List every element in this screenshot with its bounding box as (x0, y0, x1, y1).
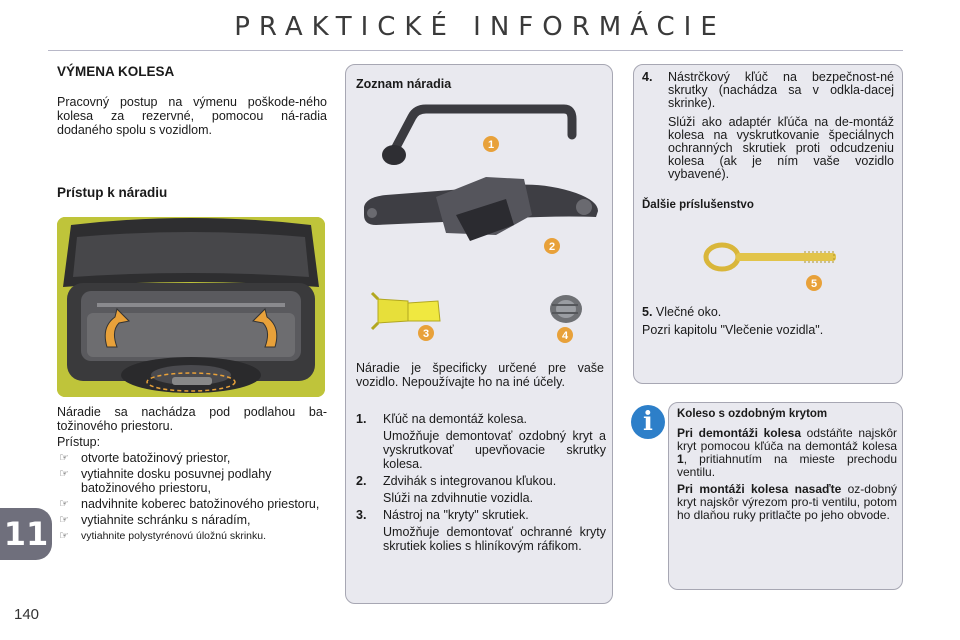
list-item: ☞ nadvihnite koberec batožinového priestoru, (59, 497, 320, 511)
list-item: ☞ vytiahnite polystyrénovú úložnú skrinku. (59, 530, 267, 542)
svg-text:4: 4 (561, 330, 569, 342)
wheel-wrench-icon (382, 109, 572, 165)
trunk-photo (57, 217, 325, 397)
note-body: Pri demontáži kolesa odstáňte najskôr kryt pomocou kľúča na demontáž kolesa 1, pritiahnutím na mieste prechodu ventilu. Pri montáži kolesa nasaďte oz-dobný kryt najskôr výrezom pro-ti ventilu, potom ho dlaňou ruky pritlačte po jeho obvode. (677, 426, 898, 522)
page-header (0, 0, 960, 52)
anti-theft-socket-icon (550, 295, 582, 323)
tool-item-4: 4. Nástrčkový kľúč na bezpečnost-né skrutky (nachádza sa v odkla-dacej skrinke). Slúži ako adaptér kľúča na de-montáž kolesa na vyskrutkovanie špeciálnych ochranných skrutiek proti odcudzeniu kolesa (ak je ním vaše vozidlo vybavené). (642, 70, 894, 181)
list-item: 2. Zdvihák s integrovanou kľukou. Slúži na zdvihnutie vozidla. (356, 474, 557, 505)
note-title: Koleso s ozdobným krytom (677, 408, 828, 420)
list-item: ☞ vytiahnite dosku posuvnej podlahy batožinového priestoru, (59, 467, 272, 495)
hand-pointer-icon: ☞ (59, 468, 69, 480)
callout-5 (806, 275, 822, 291)
towing-reference: Pozri kapitolu "Vlečenie vozidla". (642, 323, 824, 337)
tool-items (356, 409, 606, 553)
svg-text:5: 5 (810, 278, 818, 290)
access-label: Prístup: (57, 435, 101, 449)
chapter-tab (0, 508, 52, 560)
header-rule (48, 50, 903, 51)
page-number: 140 (14, 606, 40, 623)
hand-pointer-icon: ☞ (59, 452, 69, 464)
list-item: 3. Nástroj na "kryty" skrutiek. Umožňuje demontovať ochranné kryty skrutiek kolies s hliníkovým ráfikom. (356, 508, 606, 553)
callout-2 (544, 238, 560, 254)
tool-location-text: Náradie sa nachádza pod podlahou ba-tožinového priestoru. (57, 405, 327, 433)
svg-text:3: 3 (422, 328, 430, 340)
access-steps (57, 451, 327, 543)
bolt-cover-tool-icon (372, 293, 440, 329)
callout-4 (557, 327, 573, 343)
callout-3 (418, 325, 434, 341)
left-column (57, 60, 327, 543)
info-icon: i (631, 405, 665, 439)
jack-icon (364, 177, 598, 241)
svg-text:1: 1 (487, 139, 495, 151)
hand-pointer-icon: ☞ (59, 498, 69, 510)
towing-eye-icon (706, 245, 836, 269)
list-item: ☞ vytiahnite schránku s náradím, (59, 513, 251, 527)
towing-eye-illustration (634, 235, 904, 305)
svg-text:2: 2 (548, 241, 556, 253)
access-title: Prístup k náradiu (57, 185, 168, 200)
trunk-illustration (57, 217, 325, 397)
hand-pointer-icon: ☞ (59, 530, 69, 542)
hand-pointer-icon: ☞ (59, 514, 69, 526)
list-item: ☞ otvorte batožinový priestor, (59, 451, 231, 465)
tool-list-panel (345, 64, 613, 604)
tool-item-5: 5. Vlečné oko. (642, 305, 722, 319)
tool-description: Náradie je špecificky určené pre vaše vozidlo. Nepoužívajte ho na iné účely. (356, 361, 604, 389)
accessories-panel (633, 64, 903, 384)
section-title: VÝMENA KOLESA (57, 64, 175, 79)
intro-text: Pracovný postup na výmenu poškode-ného kolesa za rezervné, pomocou ná-radia dodaného spolu s vozidlom. (57, 95, 327, 137)
note-panel (668, 402, 903, 590)
chapter-number: 11 (3, 515, 49, 553)
page-title: PRAKTICKÉ INFORMÁCIE (234, 12, 726, 42)
tool-list-title: Zoznam náradia (356, 77, 452, 91)
callout-1 (483, 136, 499, 152)
list-item: 1. Kľúč na demontáž kolesa. Umožňuje demontovať ozdobný kryt a vyskrutkovať upevňovacie skrutky kolesa. (356, 412, 606, 471)
accessories-title: Ďalšie príslušenstvo (642, 199, 754, 211)
